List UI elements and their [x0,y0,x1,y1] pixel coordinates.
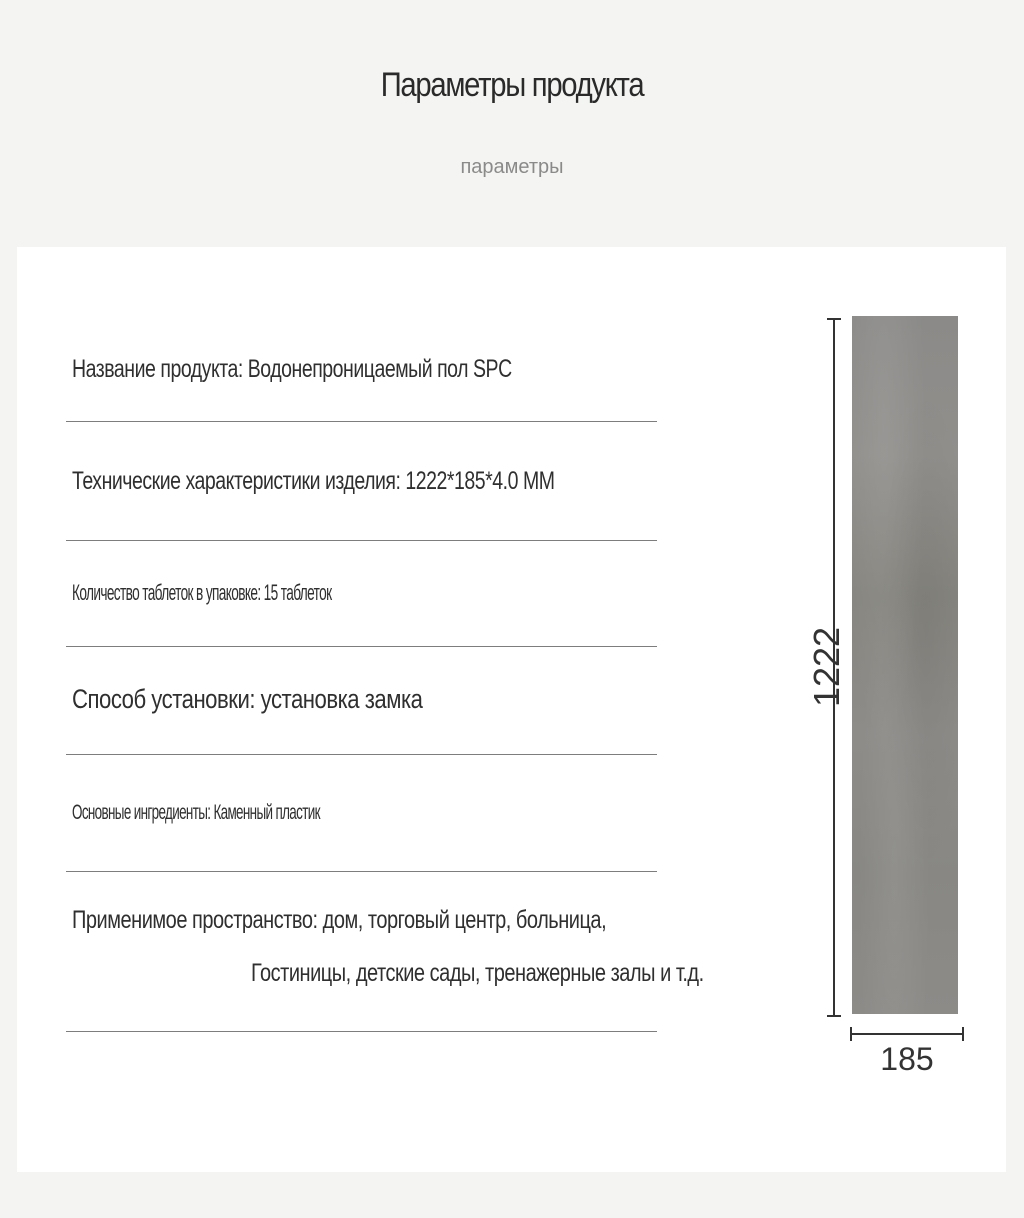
length-dimension-label: 1222 [806,626,847,708]
floor-plank-image [852,316,958,1014]
width-dimension-label: 185 [880,1041,934,1077]
width-dimension-cap-right [962,1027,964,1041]
spec-text: Название продукта: Водонепроницаемый пол SPC [72,355,512,383]
spec-row-applications [66,247,704,1032]
spec-card [17,247,1006,1172]
spec-text: Технические характеристики изделия: 1222*185*4.0 MM [72,467,555,495]
spec-text: Способ установки: установка замка [72,684,423,714]
length-dimension-cap-bottom [827,1015,841,1017]
page-title: Параметры продукта [380,66,644,104]
spec-text: Основные ингредиенты: Каменный пластик [72,801,320,824]
spec-text: Применимое пространство: дом, торговый центр, больница, [72,906,607,934]
page-subtitle: параметры [460,156,564,178]
spec-text: Количество таблеток в упаковке: 15 таблеток [72,580,332,605]
spec-text-continued: Гостиницы, детские сады, тренажерные залы и т.д. [251,959,704,987]
width-dimension-line [850,1033,963,1035]
